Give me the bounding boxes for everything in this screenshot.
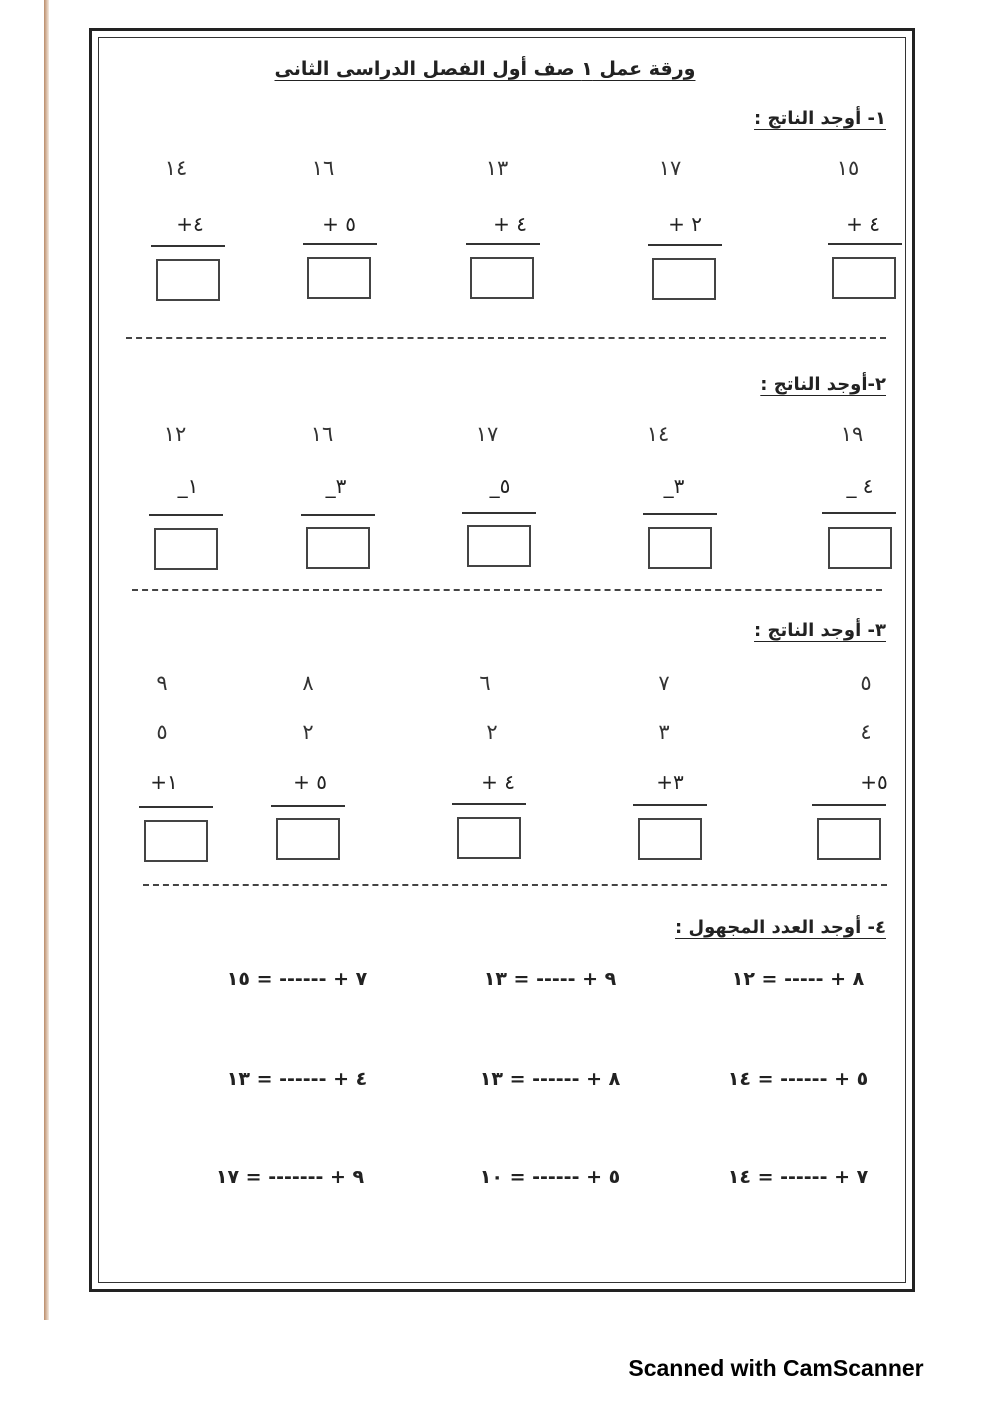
section-2-problem-5-answer-box[interactable] <box>154 528 218 570</box>
section-3-problem-4-rule <box>271 805 345 807</box>
section-2-problem-2-rule <box>643 513 717 515</box>
section-3-problem-5-a: ٩ <box>156 671 168 695</box>
section-3-problem-1-operand: +٥ <box>860 770 888 794</box>
page-binding-edge <box>44 0 49 1320</box>
section-1-problem-5-top: ١٤ <box>164 156 188 180</box>
section-3-problem-5-answer-box[interactable] <box>144 820 208 862</box>
section-1-problem-1-operand: + ٤ <box>846 212 880 236</box>
section-2-problem-5-top: ١٢ <box>163 422 187 446</box>
section-2-problem-4-top: ١٦ <box>310 422 334 446</box>
section-1-problem-2-operand: + ٢ <box>668 212 702 236</box>
section-3-problem-1-answer-box[interactable] <box>817 818 881 860</box>
equation-r3-c3: ٩ + ------- = ١٧ <box>215 1166 365 1188</box>
section-3-problem-4-a: ٨ <box>302 671 314 695</box>
section-2-problem-5-rule <box>149 514 223 516</box>
section-3-problem-3-a: ٦ <box>479 671 491 695</box>
section-1-problem-2-answer-box[interactable] <box>652 258 716 300</box>
section-1-problem-2-top: ١٧ <box>658 156 682 180</box>
section-3-problem-2-b: ٣ <box>658 720 670 744</box>
section-1-problem-1-rule <box>828 243 902 245</box>
section-1-problem-4-top: ١٦ <box>311 156 335 180</box>
section-1-heading: ١- أوجد الناتج : <box>754 108 886 129</box>
section-3-problem-1-b: ٤ <box>860 720 872 744</box>
section-divider-2 <box>132 589 882 591</box>
equation-r2-c3: ٤ + ------ = ١٣ <box>226 1068 368 1090</box>
section-2-problem-2-top: ١٤ <box>646 422 670 446</box>
section-1-problem-1-top: ١٥ <box>836 156 860 180</box>
section-1-problem-5-answer-box[interactable] <box>156 259 220 301</box>
section-3-heading: ٣- أوجد الناتج : <box>754 620 886 641</box>
section-3-problem-5-operand: +١ <box>150 770 178 794</box>
section-2-problem-3-top: ١٧ <box>475 422 499 446</box>
equation-r2-c1: ٥ + ------ = ١٤ <box>727 1068 869 1090</box>
equation-r2-c2: ٨ + ------ = ١٣ <box>479 1068 621 1090</box>
section-divider-3 <box>143 884 887 886</box>
worksheet-title: ورقة عمل ١ صف أول الفصل الدراسى الثانى <box>274 58 696 80</box>
equation-r3-c2: ٥ + ------ = ١٠ <box>479 1166 621 1188</box>
section-3-problem-3-answer-box[interactable] <box>457 817 521 859</box>
section-2-problem-3-operand: _٥ <box>489 474 511 498</box>
section-1-problem-3-answer-box[interactable] <box>470 257 534 299</box>
scanner-watermark: Scanned with CamScanner <box>628 1355 924 1381</box>
section-3-problem-2-operand: +٣ <box>656 770 684 794</box>
section-2-problem-1-answer-box[interactable] <box>828 527 892 569</box>
section-3-problem-3-b: ٢ <box>486 720 498 744</box>
section-2-problem-2-answer-box[interactable] <box>648 527 712 569</box>
section-1-problem-3-top: ١٣ <box>485 156 509 180</box>
section-2-problem-4-operand: _٣ <box>325 474 347 498</box>
section-3-problem-4-operand: + ٥ <box>293 770 327 794</box>
section-4-heading: ٤- أوجد العدد المجهول : <box>675 917 886 938</box>
section-2-problem-4-rule <box>301 514 375 516</box>
section-2-problem-1-rule <box>822 512 896 514</box>
section-3-problem-4-b: ٢ <box>302 720 314 744</box>
section-2-heading: ٢-أوجد الناتج : <box>760 374 886 395</box>
section-3-problem-1-rule <box>812 804 886 806</box>
section-2-problem-5-operand: _١ <box>177 474 199 498</box>
section-3-problem-2-a: ٧ <box>658 671 670 695</box>
section-1-problem-4-answer-box[interactable] <box>307 257 371 299</box>
section-divider-1 <box>126 337 886 339</box>
section-2-problem-4-answer-box[interactable] <box>306 527 370 569</box>
section-1-problem-1-answer-box[interactable] <box>832 257 896 299</box>
section-3-problem-2-rule <box>633 804 707 806</box>
section-2-problem-3-answer-box[interactable] <box>467 525 531 567</box>
equation-r1-c1: ٨ + ----- = ١٢ <box>731 968 865 990</box>
section-1-problem-4-rule <box>303 243 377 245</box>
section-1-problem-5-operand: +٤ <box>176 212 204 236</box>
section-3-problem-1-a: ٥ <box>860 671 872 695</box>
section-1-problem-3-operand: + ٤ <box>493 212 527 236</box>
equation-r3-c1: ٧ + ------ = ١٤ <box>727 1166 869 1188</box>
section-3-problem-2-answer-box[interactable] <box>638 818 702 860</box>
section-2-problem-3-rule <box>462 512 536 514</box>
section-3-problem-5-b: ٥ <box>156 720 168 744</box>
section-2-problem-1-operand: _ ٤ <box>846 474 874 498</box>
section-3-problem-3-operand: + ٤ <box>481 770 515 794</box>
section-1-problem-2-rule <box>648 244 722 246</box>
section-1-problem-3-rule <box>466 243 540 245</box>
equation-r1-c3: ٧ + ------ = ١٥ <box>226 968 368 990</box>
section-2-problem-1-top: ١٩ <box>840 422 864 446</box>
equation-r1-c2: ٩ + ----- = ١٣ <box>483 968 617 990</box>
section-3-problem-5-rule <box>139 806 213 808</box>
section-3-problem-3-rule <box>452 803 526 805</box>
section-2-problem-2-operand: _٣ <box>663 474 685 498</box>
section-3-problem-4-answer-box[interactable] <box>276 818 340 860</box>
section-1-problem-4-operand: + ٥ <box>322 212 356 236</box>
section-1-problem-5-rule <box>151 245 225 247</box>
